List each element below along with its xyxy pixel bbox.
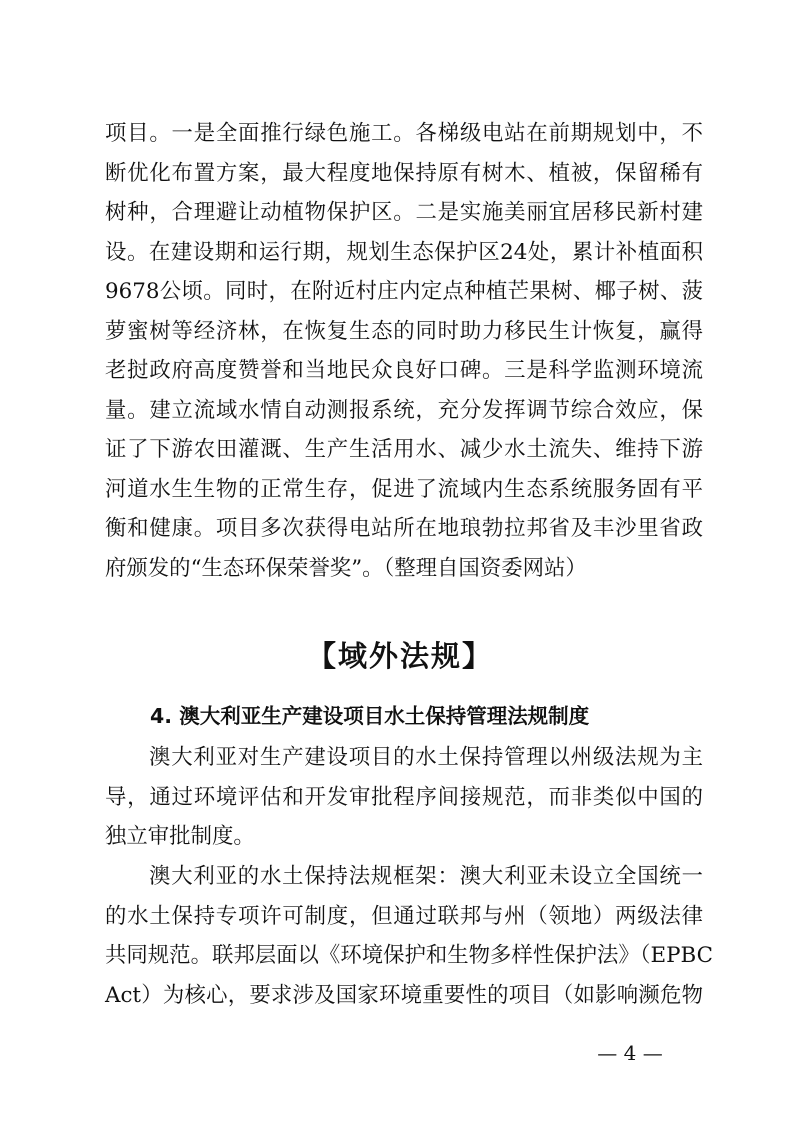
article-title: 4. 澳大利亚生产建设项目水土保持管理法规制度: [150, 704, 590, 728]
body-paragraph-2: [105, 738, 703, 857]
paragraph-line: 共同规范。联邦层面以《环境保护和生物多样性保护法》（EPBC: [105, 943, 713, 968]
section-heading: 【域外法规】: [306, 639, 493, 673]
paragraph-line: 量。建立流域水情自动测报系统，充分发挥调节综合效应，保: [105, 397, 703, 423]
paragraph-line: 府颁发的“生态环保荣誉奖”。（整理自国资委网站）: [105, 555, 587, 581]
paragraph-line: 独立审批制度。: [105, 824, 255, 849]
page-number: — 4 —: [597, 1041, 663, 1065]
paragraph-line: 导，通过环境评估和开发审批程序间接规范，而非类似中国的: [105, 784, 703, 810]
paragraph-line: 河道水生生物的正常生存，促进了流域内生态系统服务固有平: [105, 476, 703, 502]
paragraph-line: 9678公顷。同时，在附近村庄内定点种植芒果树、椰子树、菠: [105, 279, 703, 304]
paragraph-line: 项目。一是全面推行绿色施工。各梯级电站在前期规划中，不: [105, 121, 703, 146]
paragraph-line: Act）为核心，要求涉及国家环境重要性的项目（如影响濒危物: [105, 982, 703, 1008]
paragraph-line: 澳大利亚对生产建设项目的水土保持管理以州级法规为主: [149, 745, 703, 770]
body-paragraph-1: [105, 114, 703, 588]
paragraph-line: 断优化布置方案，最大程度地保持原有树木、植被，保留稀有: [105, 160, 703, 186]
paragraph-line: 澳大利亚的水土保持法规框架：澳大利亚未设立全国统一: [149, 864, 703, 889]
paragraph-line: 证了下游农田灌溉、生产生活用水、减少水土流失、维持下游: [105, 437, 703, 462]
body-paragraph-3: [105, 857, 713, 1015]
paragraph-line: 树种，合理避让动植物保护区。二是实施美丽宜居移民新村建: [105, 200, 703, 225]
paragraph-line: 老挝政府高度赞誉和当地民众良好口碑。三是科学监测环境流: [105, 358, 703, 383]
paragraph-line: 的水土保持专项许可制度，但通过联邦与州（领地）两级法律: [105, 903, 703, 929]
paragraph-line: 设。在建设期和运行期，规划生态保护区24处，累计补植面积: [105, 239, 703, 265]
paragraph-line: 萝蜜树等经济林，在恢复生态的同时助力移民生计恢复，赢得: [105, 318, 703, 344]
paragraph-line: 衡和健康。项目多次获得电站所在地琅勃拉邦省及丰沙里省政: [105, 516, 703, 541]
